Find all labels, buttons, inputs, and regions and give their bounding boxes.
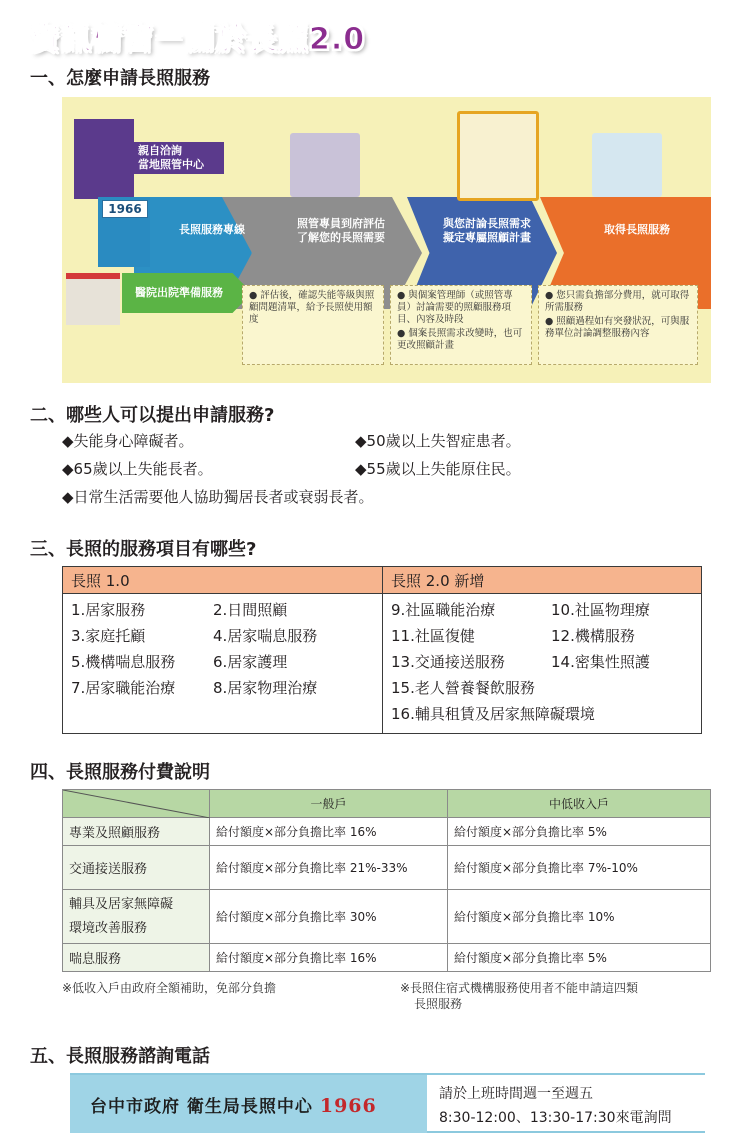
service-item: 8.居家物理治療: [213, 679, 318, 697]
step-assessment-label: 照管專員到府評估 了解您的長照需要: [297, 217, 385, 244]
services-header-2-0: 長照 2.0 新增: [383, 567, 702, 594]
page-title-text: 資訊櫥窗－關於長照2.0: [30, 22, 366, 57]
table-row: [391, 597, 693, 623]
fees-table: [62, 789, 711, 972]
diagonal-divider: [63, 790, 210, 818]
fee-general-value: 給付額度×部分負擔比率 16%: [210, 818, 448, 846]
service-item: 6.居家護理: [213, 653, 288, 671]
fee-general-value: 給付額度×部分負擔比率 21%-33%: [210, 846, 448, 890]
table-row: [391, 649, 693, 675]
table-row: [71, 623, 374, 649]
service-item: 11.社區復健: [391, 627, 475, 645]
phone-number-label: 1966: [102, 200, 148, 218]
service-item: 15.老人營養餐飲服務: [391, 679, 535, 697]
assessment-people-illustration: [290, 133, 360, 197]
hotline-name: [90, 1092, 377, 1117]
note-plan: [390, 285, 532, 365]
service-item: 14.密集性照護: [551, 653, 650, 671]
table-row: [71, 597, 374, 623]
fee-low-value: 給付額度×部分負擔比率 7%-10%: [448, 846, 711, 890]
fee-low-value: 給付額度×部分負擔比率 5%: [448, 818, 711, 846]
service-item: 7.居家職能治療: [71, 679, 176, 697]
table-row: [71, 649, 374, 675]
table-row: [391, 623, 693, 649]
service-item: 3.家庭托顧: [71, 627, 146, 645]
note-service-text-1: ● 您只需負擔部分費用，就可取得所需服務: [545, 290, 690, 313]
service-item: 2.日間照顧: [213, 601, 288, 619]
hospital-icon: [66, 273, 120, 325]
page-title: [30, 14, 365, 58]
fee-low-value: 給付額度×部分負擔比率 10%: [448, 890, 711, 944]
fee-service-name: 交通接送服務: [63, 846, 210, 890]
section-heading-fees: 四、長照服務付費說明: [30, 762, 210, 783]
hotline-box: [70, 1073, 705, 1133]
services-list-2-0: [383, 594, 702, 734]
service-item: 13.交通接送服務: [391, 653, 505, 671]
table-row: [391, 675, 693, 701]
fee-general-value: 給付額度×部分負擔比率 16%: [210, 944, 448, 972]
care-center-building-icon: [74, 119, 134, 199]
section-heading-hotline: 五、長照服務諮詢電話: [30, 1046, 210, 1067]
service-item: 4.居家喘息服務: [213, 627, 318, 645]
services-header-1-0: 長照 1.0: [63, 567, 383, 594]
note-plan-text-2: ● 個案長照需求改變時，也可更改照顧計畫: [397, 328, 523, 351]
services-list-1-0: [63, 594, 383, 734]
hotline-hours-panel: [427, 1073, 705, 1133]
fee-note-institution-1: ※長照住宿式機構服務使用者不能申請這四類: [400, 981, 639, 995]
note-assessment: [242, 285, 384, 365]
table-row: [391, 701, 693, 727]
service-item: 5.機構喘息服務: [71, 653, 176, 671]
fee-low-value: 給付額度×部分負擔比率 5%: [448, 944, 711, 972]
services-table: [62, 566, 702, 734]
fee-note-low-income: ※低收入戶由政府全額補助，免部分負擔: [62, 981, 277, 995]
service-item: 9.社區職能治療: [391, 601, 496, 619]
fee-note-institution-2: 長照服務: [414, 997, 463, 1011]
fees-header-low-income: 中低收入戶: [448, 790, 711, 818]
table-row: [71, 675, 374, 701]
hotline-hours-line-2: 8:30-12:00、13:30-17:30來電詢問: [439, 1110, 672, 1126]
table-row: [63, 944, 711, 972]
eligibility-item: ◆50歲以上失智症患者。: [355, 432, 521, 450]
service-item: 10.社區物理療: [551, 601, 650, 619]
section-heading-apply: 一、怎麼申請長照服務: [30, 68, 210, 89]
service-item: 16.輔具租賃及居家無障礙環境: [391, 705, 595, 723]
fee-service-name: 輔具及居家無障礙 環境改善服務: [63, 890, 210, 944]
fees-header-general: 一般戶: [210, 790, 448, 818]
eligibility-item: ◆失能身心障礙者。: [62, 432, 194, 450]
step-plan-label: 與您討論長照需求 擬定專屬照顧計畫: [443, 217, 531, 244]
section-heading-services: 三、長照的服務項目有哪些?: [30, 539, 257, 560]
fee-general-value: 給付額度×部分負擔比率 30%: [210, 890, 448, 944]
caregiver-illustration: [592, 133, 662, 197]
fee-service-name: 專業及照顧服務: [63, 818, 210, 846]
table-row: [63, 846, 711, 890]
care-plan-document-icon: [457, 111, 539, 201]
step-service-label: 取得長照服務: [604, 223, 670, 236]
entry-hotline-label: 長照服務專線: [179, 223, 245, 236]
table-row: [63, 890, 711, 944]
hotline-name-panel: [70, 1073, 427, 1133]
note-assessment-text: ● 評估後，確認失能等級與照顧問題清單，給予長照使用額度: [249, 290, 375, 325]
fee-service-name: 喘息服務: [63, 944, 210, 972]
fees-corner-cell: [63, 790, 210, 818]
note-plan-text-1: ● 與個案管理師（或照管專員）討論需要的照顧服務項目、內容及時段: [397, 290, 513, 325]
note-service: [538, 285, 698, 365]
entry-hospital-label: 醫院出院準備服務: [135, 286, 223, 299]
hotline-number: 1966: [319, 1095, 377, 1117]
eligibility-item: ◆55歲以上失能原住民。: [355, 460, 521, 478]
note-service-text-2: ● 照顧過程如有突發狀況，可與服務單位討論調整服務內容: [545, 316, 690, 339]
hotline-agency: 台中市政府 衛生局長照中心: [90, 1097, 313, 1117]
eligibility-item: ◆65歲以上失能長者。: [62, 460, 213, 478]
eligibility-item: ◆日常生活需要他人協助獨居長者或衰弱長者。: [62, 488, 374, 506]
entry-care-center-label: 親自洽詢 當地照管中心: [134, 142, 224, 174]
service-item: 12.機構服務: [551, 627, 635, 645]
application-infographic: [62, 97, 711, 383]
table-row: [63, 818, 711, 846]
section-heading-eligibility: 二、哪些人可以提出申請服務?: [30, 405, 275, 426]
service-item: 1.居家服務: [71, 601, 146, 619]
hotline-hours-line-1: 請於上班時間週一至週五: [439, 1086, 593, 1102]
